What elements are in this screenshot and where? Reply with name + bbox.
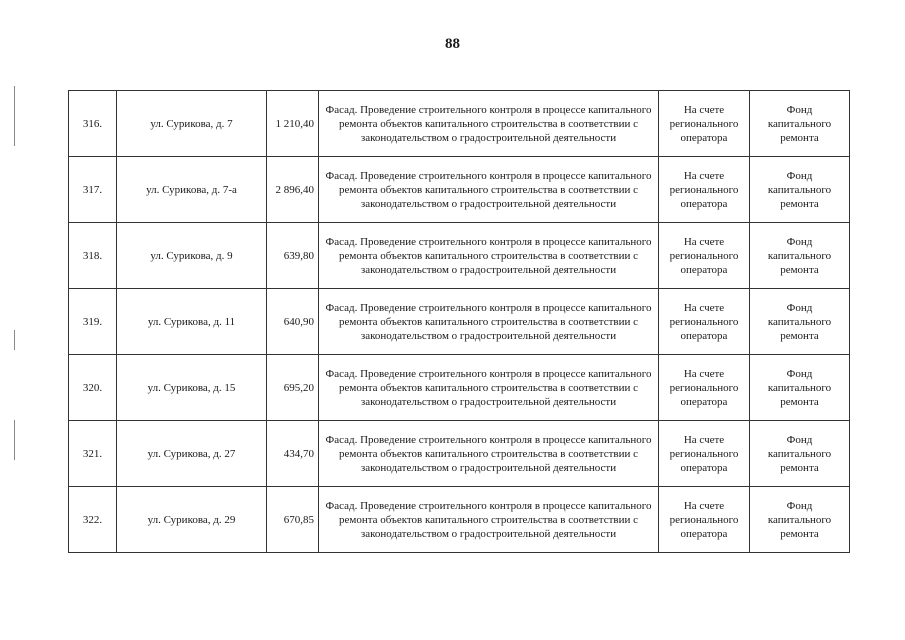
row-address: ул. Сурикова, д. 15 (117, 355, 267, 421)
row-address: ул. Сурикова, д. 29 (117, 487, 267, 553)
table-row (69, 223, 850, 289)
row-address: ул. Сурикова, д. 7-а (117, 157, 267, 223)
row-description: Фасад. Проведение строительного контроля в процессе капитального ремонта объектов капитального строительства в соответствии с законодательством о градостроительной деятельности (319, 91, 659, 157)
row-area: 2 896,40 (267, 157, 319, 223)
row-account: На счете регионального оператора (659, 91, 750, 157)
row-area: 670,85 (267, 487, 319, 553)
row-fund: Фонд капитального ремонта (750, 223, 850, 289)
table-row (69, 157, 850, 223)
row-description: Фасад. Проведение строительного контроля в процессе капитального ремонта объектов капитального строительства в соответствии с законодательством о градостроительной деятельности (319, 289, 659, 355)
row-number: 318. (69, 223, 117, 289)
row-fund: Фонд капитального ремонта (750, 157, 850, 223)
row-number: 319. (69, 289, 117, 355)
row-area: 695,20 (267, 355, 319, 421)
row-fund: Фонд капитального ремонта (750, 355, 850, 421)
row-description: Фасад. Проведение строительного контроля в процессе капитального ремонта объектов капитального строительства в соответствии с законодательством о градостроительной деятельности (319, 157, 659, 223)
row-address: ул. Сурикова, д. 9 (117, 223, 267, 289)
row-fund: Фонд капитального ремонта (750, 421, 850, 487)
table-row (69, 421, 850, 487)
row-area: 640,90 (267, 289, 319, 355)
row-account: На счете регионального оператора (659, 289, 750, 355)
row-number: 317. (69, 157, 117, 223)
scan-mark (14, 86, 15, 146)
scan-mark (14, 420, 15, 460)
row-area: 434,70 (267, 421, 319, 487)
row-description: Фасад. Проведение строительного контроля в процессе капитального ремонта объектов капитального строительства в соответствии с законодательством о градостроительной деятельности (319, 487, 659, 553)
works-table-body (69, 91, 850, 553)
row-area: 1 210,40 (267, 91, 319, 157)
row-account: На счете регионального оператора (659, 157, 750, 223)
row-account: На счете регионального оператора (659, 421, 750, 487)
table-row (69, 355, 850, 421)
row-fund: Фонд капитального ремонта (750, 289, 850, 355)
row-description: Фасад. Проведение строительного контроля в процессе капитального ремонта объектов капитального строительства в соответствии с законодательством о градостроительной деятельности (319, 421, 659, 487)
works-table (68, 90, 850, 553)
page-number: 88 (445, 36, 460, 52)
table-row (69, 289, 850, 355)
row-number: 321. (69, 421, 117, 487)
row-fund: Фонд капитального ремонта (750, 91, 850, 157)
row-description: Фасад. Проведение строительного контроля в процессе капитального ремонта объектов капитального строительства в соответствии с законодательством о градостроительной деятельности (319, 355, 659, 421)
row-address: ул. Сурикова, д. 7 (117, 91, 267, 157)
table-row (69, 91, 850, 157)
row-account: На счете регионального оператора (659, 487, 750, 553)
row-description: Фасад. Проведение строительного контроля в процессе капитального ремонта объектов капитального строительства в соответствии с законодательством о градостроительной деятельности (319, 223, 659, 289)
row-address: ул. Сурикова, д. 11 (117, 289, 267, 355)
row-account: На счете регионального оператора (659, 223, 750, 289)
row-number: 320. (69, 355, 117, 421)
row-area: 639,80 (267, 223, 319, 289)
row-number: 316. (69, 91, 117, 157)
row-address: ул. Сурикова, д. 27 (117, 421, 267, 487)
scan-mark (14, 330, 15, 350)
row-fund: Фонд капитального ремонта (750, 487, 850, 553)
row-number: 322. (69, 487, 117, 553)
table-row (69, 487, 850, 553)
row-account: На счете регионального оператора (659, 355, 750, 421)
